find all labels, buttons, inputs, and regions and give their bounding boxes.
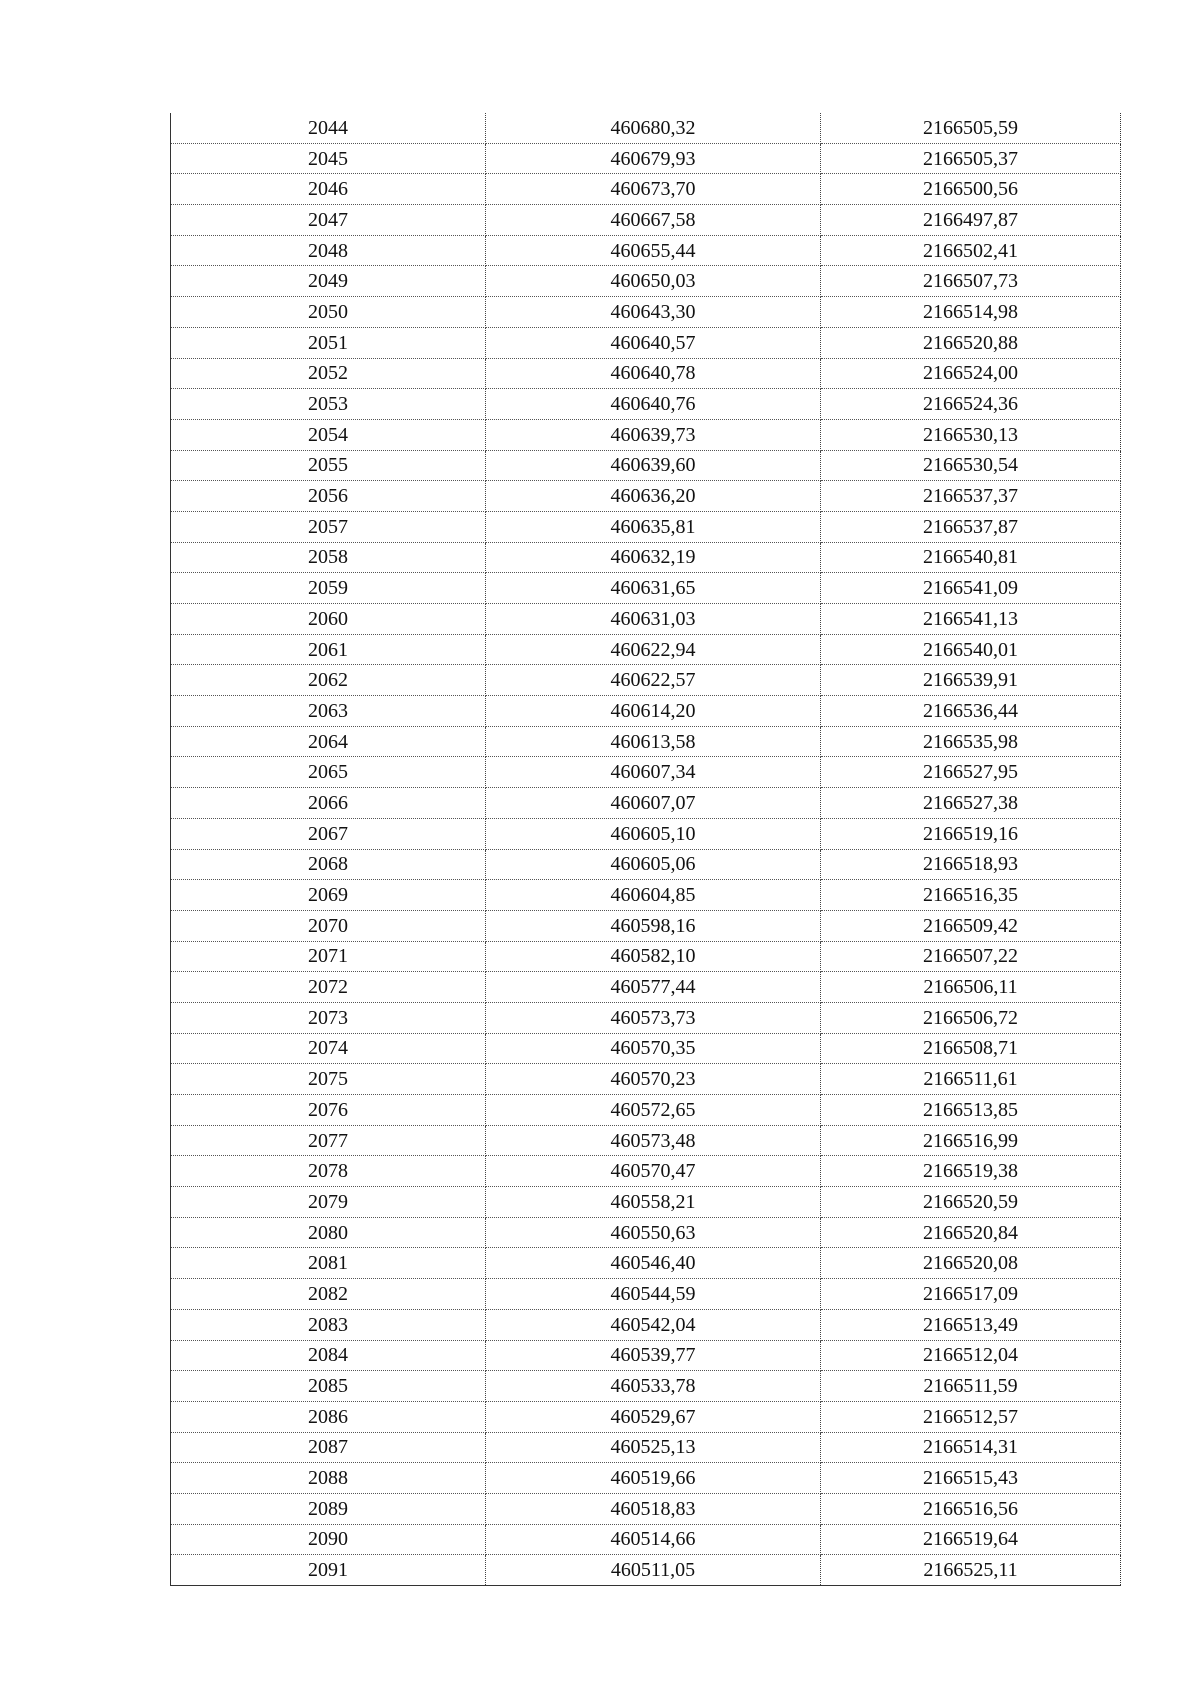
table-row: [171, 880, 1121, 911]
point-number-cell: 2083: [171, 1309, 486, 1340]
table-row: [171, 1340, 1121, 1371]
point-number-cell: 2068: [171, 849, 486, 880]
y-coordinate-cell: 2166524,36: [821, 389, 1121, 420]
point-number-cell: 2075: [171, 1064, 486, 1095]
table-row: [171, 143, 1121, 174]
x-coordinate-cell: 460525,13: [486, 1432, 821, 1463]
x-coordinate-cell: 460570,47: [486, 1156, 821, 1187]
table-row: [171, 941, 1121, 972]
x-coordinate-cell: 460570,23: [486, 1064, 821, 1095]
y-coordinate-cell: 2166509,42: [821, 910, 1121, 941]
table-row: [171, 542, 1121, 573]
y-coordinate-cell: 2166541,09: [821, 573, 1121, 604]
table-row: [171, 266, 1121, 297]
x-coordinate-cell: 460529,67: [486, 1401, 821, 1432]
coordinates-table: [170, 113, 1121, 1586]
x-coordinate-cell: 460518,83: [486, 1493, 821, 1524]
y-coordinate-cell: 2166537,87: [821, 511, 1121, 542]
table-row: [171, 788, 1121, 819]
point-number-cell: 2066: [171, 788, 486, 819]
y-coordinate-cell: 2166530,13: [821, 419, 1121, 450]
table-row: [171, 1309, 1121, 1340]
x-coordinate-cell: 460511,05: [486, 1555, 821, 1586]
x-coordinate-cell: 460558,21: [486, 1187, 821, 1218]
y-coordinate-cell: 2166516,35: [821, 880, 1121, 911]
y-coordinate-cell: 2166539,91: [821, 665, 1121, 696]
x-coordinate-cell: 460542,04: [486, 1309, 821, 1340]
table-row: [171, 665, 1121, 696]
y-coordinate-cell: 2166535,98: [821, 726, 1121, 757]
y-coordinate-cell: 2166536,44: [821, 696, 1121, 727]
x-coordinate-cell: 460544,59: [486, 1279, 821, 1310]
y-coordinate-cell: 2166505,37: [821, 143, 1121, 174]
table-row: [171, 358, 1121, 389]
point-number-cell: 2050: [171, 297, 486, 328]
point-number-cell: 2087: [171, 1432, 486, 1463]
y-coordinate-cell: 2166507,73: [821, 266, 1121, 297]
point-number-cell: 2071: [171, 941, 486, 972]
y-coordinate-cell: 2166506,72: [821, 1002, 1121, 1033]
x-coordinate-cell: 460573,48: [486, 1125, 821, 1156]
table-row: [171, 419, 1121, 450]
x-coordinate-cell: 460514,66: [486, 1524, 821, 1555]
point-number-cell: 2070: [171, 910, 486, 941]
x-coordinate-cell: 460640,78: [486, 358, 821, 389]
point-number-cell: 2049: [171, 266, 486, 297]
y-coordinate-cell: 2166514,31: [821, 1432, 1121, 1463]
y-coordinate-cell: 2166520,59: [821, 1187, 1121, 1218]
point-number-cell: 2054: [171, 419, 486, 450]
point-number-cell: 2055: [171, 450, 486, 481]
point-number-cell: 2062: [171, 665, 486, 696]
table-row: [171, 818, 1121, 849]
y-coordinate-cell: 2166506,11: [821, 972, 1121, 1003]
table-row: [171, 726, 1121, 757]
point-number-cell: 2076: [171, 1095, 486, 1126]
y-coordinate-cell: 2166497,87: [821, 205, 1121, 236]
x-coordinate-cell: 460635,81: [486, 511, 821, 542]
y-coordinate-cell: 2166516,99: [821, 1125, 1121, 1156]
point-number-cell: 2084: [171, 1340, 486, 1371]
point-number-cell: 2085: [171, 1371, 486, 1402]
x-coordinate-cell: 460598,16: [486, 910, 821, 941]
table-row: [171, 481, 1121, 512]
y-coordinate-cell: 2166508,71: [821, 1033, 1121, 1064]
y-coordinate-cell: 2166513,85: [821, 1095, 1121, 1126]
point-number-cell: 2086: [171, 1401, 486, 1432]
point-number-cell: 2052: [171, 358, 486, 389]
x-coordinate-cell: 460604,85: [486, 880, 821, 911]
table-row: [171, 1064, 1121, 1095]
table-row: [171, 1279, 1121, 1310]
x-coordinate-cell: 460605,06: [486, 849, 821, 880]
point-number-cell: 2077: [171, 1125, 486, 1156]
table-row: [171, 634, 1121, 665]
x-coordinate-cell: 460640,76: [486, 389, 821, 420]
point-number-cell: 2091: [171, 1555, 486, 1586]
y-coordinate-cell: 2166517,09: [821, 1279, 1121, 1310]
y-coordinate-cell: 2166541,13: [821, 604, 1121, 635]
table-row: [171, 972, 1121, 1003]
point-number-cell: 2051: [171, 327, 486, 358]
x-coordinate-cell: 460680,32: [486, 113, 821, 143]
y-coordinate-cell: 2166524,00: [821, 358, 1121, 389]
table-row: [171, 1033, 1121, 1064]
table-row: [171, 849, 1121, 880]
point-number-cell: 2046: [171, 174, 486, 205]
table-row: [171, 450, 1121, 481]
point-number-cell: 2057: [171, 511, 486, 542]
x-coordinate-cell: 460667,58: [486, 205, 821, 236]
y-coordinate-cell: 2166502,41: [821, 235, 1121, 266]
table-row: [171, 174, 1121, 205]
table-row: [171, 757, 1121, 788]
y-coordinate-cell: 2166512,04: [821, 1340, 1121, 1371]
x-coordinate-cell: 460636,20: [486, 481, 821, 512]
y-coordinate-cell: 2166530,54: [821, 450, 1121, 481]
table-row: [171, 1432, 1121, 1463]
x-coordinate-cell: 460582,10: [486, 941, 821, 972]
x-coordinate-cell: 460533,78: [486, 1371, 821, 1402]
x-coordinate-cell: 460622,57: [486, 665, 821, 696]
point-number-cell: 2080: [171, 1217, 486, 1248]
y-coordinate-cell: 2166511,61: [821, 1064, 1121, 1095]
x-coordinate-cell: 460607,07: [486, 788, 821, 819]
y-coordinate-cell: 2166540,81: [821, 542, 1121, 573]
y-coordinate-cell: 2166520,08: [821, 1248, 1121, 1279]
x-coordinate-cell: 460679,93: [486, 143, 821, 174]
x-coordinate-cell: 460673,70: [486, 174, 821, 205]
table-row: [171, 696, 1121, 727]
y-coordinate-cell: 2166505,59: [821, 113, 1121, 143]
point-number-cell: 2048: [171, 235, 486, 266]
point-number-cell: 2047: [171, 205, 486, 236]
table-row: [171, 1248, 1121, 1279]
y-coordinate-cell: 2166515,43: [821, 1463, 1121, 1494]
y-coordinate-cell: 2166520,84: [821, 1217, 1121, 1248]
x-coordinate-cell: 460539,77: [486, 1340, 821, 1371]
x-coordinate-cell: 460632,19: [486, 542, 821, 573]
coordinates-table-body: [171, 113, 1121, 1586]
y-coordinate-cell: 2166520,88: [821, 327, 1121, 358]
x-coordinate-cell: 460605,10: [486, 818, 821, 849]
x-coordinate-cell: 460572,65: [486, 1095, 821, 1126]
table-row: [171, 327, 1121, 358]
point-number-cell: 2056: [171, 481, 486, 512]
point-number-cell: 2090: [171, 1524, 486, 1555]
y-coordinate-cell: 2166537,37: [821, 481, 1121, 512]
point-number-cell: 2064: [171, 726, 486, 757]
table-row: [171, 604, 1121, 635]
x-coordinate-cell: 460631,03: [486, 604, 821, 635]
x-coordinate-cell: 460622,94: [486, 634, 821, 665]
table-row: [171, 573, 1121, 604]
x-coordinate-cell: 460570,35: [486, 1033, 821, 1064]
table-row: [171, 1401, 1121, 1432]
y-coordinate-cell: 2166516,56: [821, 1493, 1121, 1524]
x-coordinate-cell: 460519,66: [486, 1463, 821, 1494]
point-number-cell: 2082: [171, 1279, 486, 1310]
point-number-cell: 2044: [171, 113, 486, 143]
point-number-cell: 2061: [171, 634, 486, 665]
table-row: [171, 1002, 1121, 1033]
x-coordinate-cell: 460614,20: [486, 696, 821, 727]
point-number-cell: 2067: [171, 818, 486, 849]
x-coordinate-cell: 460577,44: [486, 972, 821, 1003]
point-number-cell: 2081: [171, 1248, 486, 1279]
x-coordinate-cell: 460613,58: [486, 726, 821, 757]
y-coordinate-cell: 2166540,01: [821, 634, 1121, 665]
point-number-cell: 2072: [171, 972, 486, 1003]
table-row: [171, 205, 1121, 236]
point-number-cell: 2089: [171, 1493, 486, 1524]
table-row: [171, 910, 1121, 941]
point-number-cell: 2045: [171, 143, 486, 174]
table-row: [171, 1156, 1121, 1187]
y-coordinate-cell: 2166519,38: [821, 1156, 1121, 1187]
table-row: [171, 1095, 1121, 1126]
table-row: [171, 297, 1121, 328]
point-number-cell: 2058: [171, 542, 486, 573]
y-coordinate-cell: 2166527,38: [821, 788, 1121, 819]
y-coordinate-cell: 2166525,11: [821, 1555, 1121, 1586]
point-number-cell: 2053: [171, 389, 486, 420]
x-coordinate-cell: 460573,73: [486, 1002, 821, 1033]
x-coordinate-cell: 460546,40: [486, 1248, 821, 1279]
table-row: [171, 1493, 1121, 1524]
y-coordinate-cell: 2166519,64: [821, 1524, 1121, 1555]
point-number-cell: 2060: [171, 604, 486, 635]
table-row: [171, 389, 1121, 420]
x-coordinate-cell: 460643,30: [486, 297, 821, 328]
x-coordinate-cell: 460639,73: [486, 419, 821, 450]
y-coordinate-cell: 2166519,16: [821, 818, 1121, 849]
y-coordinate-cell: 2166518,93: [821, 849, 1121, 880]
y-coordinate-cell: 2166512,57: [821, 1401, 1121, 1432]
table-row: [171, 235, 1121, 266]
x-coordinate-cell: 460631,65: [486, 573, 821, 604]
x-coordinate-cell: 460655,44: [486, 235, 821, 266]
point-number-cell: 2074: [171, 1033, 486, 1064]
x-coordinate-cell: 460640,57: [486, 327, 821, 358]
point-number-cell: 2078: [171, 1156, 486, 1187]
x-coordinate-cell: 460639,60: [486, 450, 821, 481]
y-coordinate-cell: 2166511,59: [821, 1371, 1121, 1402]
point-number-cell: 2079: [171, 1187, 486, 1218]
table-row: [171, 1187, 1121, 1218]
y-coordinate-cell: 2166527,95: [821, 757, 1121, 788]
table-row: [171, 1463, 1121, 1494]
table-row: [171, 1555, 1121, 1586]
point-number-cell: 2088: [171, 1463, 486, 1494]
y-coordinate-cell: 2166514,98: [821, 297, 1121, 328]
point-number-cell: 2065: [171, 757, 486, 788]
point-number-cell: 2059: [171, 573, 486, 604]
point-number-cell: 2069: [171, 880, 486, 911]
x-coordinate-cell: 460607,34: [486, 757, 821, 788]
y-coordinate-cell: 2166500,56: [821, 174, 1121, 205]
table-row: [171, 511, 1121, 542]
x-coordinate-cell: 460650,03: [486, 266, 821, 297]
x-coordinate-cell: 460550,63: [486, 1217, 821, 1248]
table-row: [171, 1217, 1121, 1248]
point-number-cell: 2063: [171, 696, 486, 727]
table-row: [171, 1125, 1121, 1156]
y-coordinate-cell: 2166507,22: [821, 941, 1121, 972]
table-row: [171, 113, 1121, 143]
table-row: [171, 1371, 1121, 1402]
point-number-cell: 2073: [171, 1002, 486, 1033]
y-coordinate-cell: 2166513,49: [821, 1309, 1121, 1340]
table-row: [171, 1524, 1121, 1555]
